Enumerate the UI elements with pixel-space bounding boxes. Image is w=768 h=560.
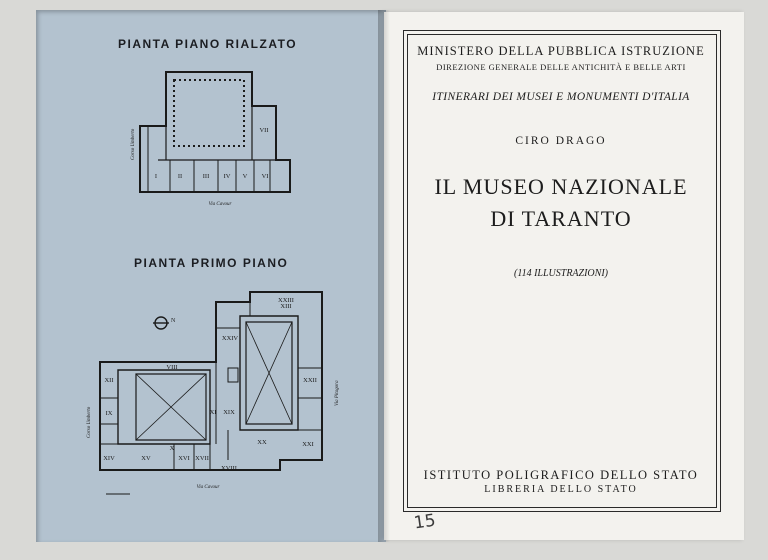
first-floor-outer-wall [100,292,322,470]
room-label: XXIV [221,335,239,342]
author-name: CIRO DRAGO [515,135,607,147]
room-label: VIII [166,364,178,371]
direzione-heading: DIREZIONE GENERALE DELLE ANTICHITÀ E BELLE ARTI [436,62,686,72]
room-label: III [202,173,210,180]
room-label: II [177,173,183,180]
svg-text:N: N [171,318,176,324]
room-label: XVIII [221,465,237,472]
room-label: IX [105,410,113,417]
first-floor-plan [87,288,350,500]
room-label: XXI [302,441,314,448]
room-label: XII [104,377,114,384]
street-label: Via Pitagora [335,380,340,406]
book-title-line-1: IL MUSEO NAZIONALE [434,174,688,199]
street-label: Corso Umberto [131,128,136,160]
handwritten-note: 15 [412,510,437,534]
illustrations-count: (114 ILLUSTRAZIONI) [514,268,608,279]
book-spine [378,10,390,542]
room-label: XVII [195,455,209,462]
street-label: Via Cavour [208,202,232,207]
street-label: Corso Umberto [87,406,92,438]
room-label: XVI [178,455,190,462]
room-label: VII [259,127,269,134]
room-label: IV [223,173,231,180]
room-label: XV [141,455,151,462]
street-label: Via Cavour [196,485,220,490]
room-label: XIII [280,303,292,310]
room-label: XX [257,439,267,446]
publisher-line-2: LIBRERIA DELLO STATO [484,484,638,495]
room-label: V [242,173,248,180]
room-label: I [154,173,158,180]
room-label: XXIII [278,297,294,304]
ground-floor-courtyard-wall [174,80,244,146]
publisher-line-1: ISTITUTO POLIGRAFICO DELLO STATO [423,468,699,482]
room-label: XIX [223,409,235,416]
ground-floor-title: PIANTA PIANO RIALZATO [118,37,298,51]
room-label: XI [209,409,217,416]
book-title-line-2: DI TARANTO [490,206,632,231]
room-label: X [169,445,175,452]
room-label: XXII [303,377,317,384]
room-label: XIV [103,455,115,462]
ground-floor-plan [130,66,300,206]
room-label: VI [261,173,269,180]
first-floor-title: PIANTA PRIMO PIANO [134,256,289,270]
ministry-heading: MINISTERO DELLA PUBBLICA ISTRUZIONE [417,44,705,58]
series-title: ITINERARI DEI MUSEI E MONUMENTI D'ITALIA [432,91,690,103]
